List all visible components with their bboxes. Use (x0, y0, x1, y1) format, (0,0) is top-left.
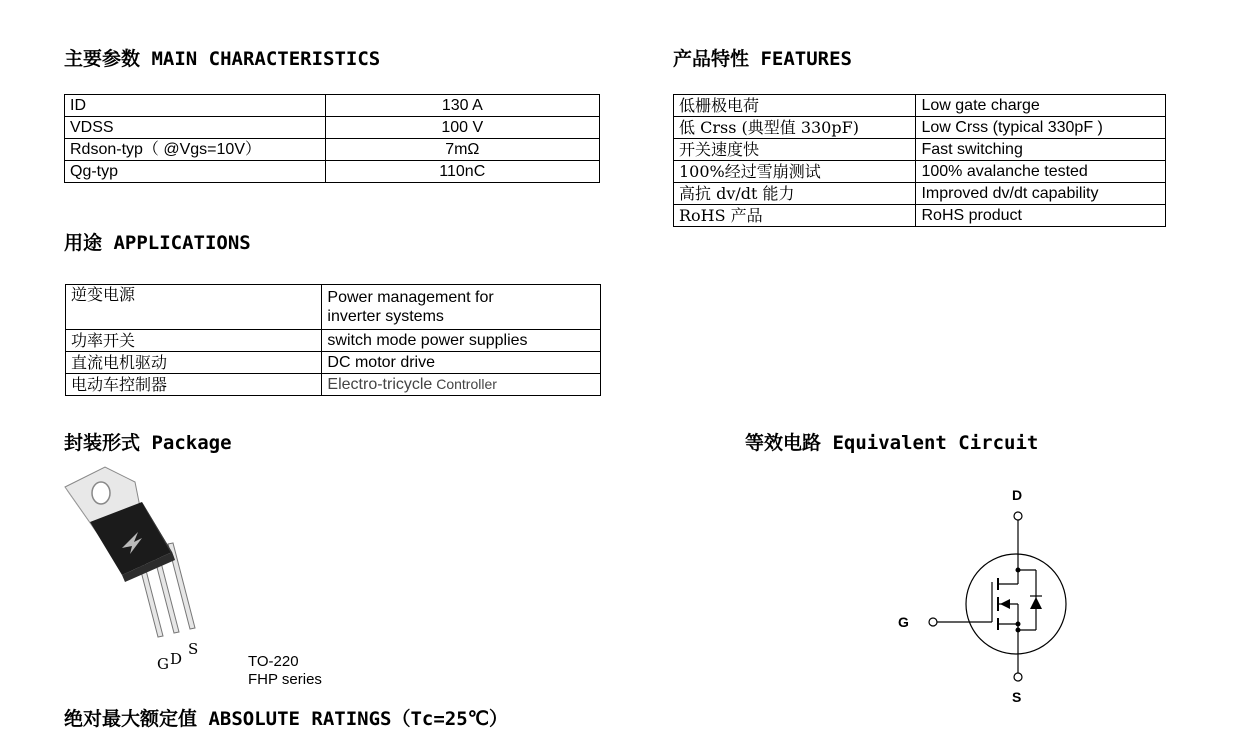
feature-en-cell: Improved dv/dt capability (916, 183, 1166, 205)
pin-label-g: G (157, 655, 169, 673)
application-en-text: Electro-tricycle (327, 376, 433, 393)
value-cell: 130 A (325, 95, 599, 117)
mosfet-circuit-symbol (910, 500, 1070, 690)
table-row (65, 161, 600, 183)
table-row (65, 117, 600, 139)
application-en-line2: inverter systems (327, 308, 444, 325)
applications-table (65, 284, 601, 396)
package-mounting-hole (92, 482, 110, 504)
package-caption (248, 653, 322, 689)
applications-heading: 用途 APPLICATIONS (64, 232, 251, 254)
equivalent-circuit-heading: 等效电路 Equivalent Circuit (745, 432, 1039, 454)
application-cn-cell: 逆变电源 (66, 285, 322, 330)
body-diode (1030, 597, 1042, 609)
param-cell: Qg-typ (65, 161, 326, 183)
package-series: FHP series (248, 671, 322, 688)
application-en-line1: Power management for (327, 289, 494, 306)
table-row (66, 285, 601, 330)
feature-cn-cell: 低 Crss (典型值 330pF) (674, 117, 916, 139)
package-heading: 封装形式 Package (64, 432, 232, 454)
feature-cn-cell: 100%经过雪崩测试 (674, 161, 916, 183)
feature-en-cell: RoHS product (916, 205, 1166, 227)
table-row (674, 205, 1166, 227)
table-row (66, 374, 601, 396)
value-cell: 110nC (325, 161, 599, 183)
pin-label-d: D (170, 650, 183, 668)
application-en-cell (322, 374, 601, 396)
application-en-cell (322, 285, 601, 330)
table-row (65, 139, 600, 161)
table-row (674, 183, 1166, 205)
feature-cn-cell: 高抗 dv/dt 能力 (674, 183, 916, 205)
absolute-ratings-heading: 绝对最大额定值 ABSOLUTE RATINGS（Tc=25℃） (64, 708, 508, 730)
param-cell: VDSS (65, 117, 326, 139)
table-row (674, 95, 1166, 117)
feature-cn-cell: 低栅极电荷 (674, 95, 916, 117)
feature-en-cell: Fast switching (916, 139, 1166, 161)
param-cell: Rdson-typ（ @Vgs=10V） (65, 139, 326, 161)
channel-arrow (1000, 599, 1010, 609)
gate-terminal (929, 618, 937, 626)
main-characteristics-table (64, 94, 600, 183)
value-cell: 7mΩ (325, 139, 599, 161)
pin-label-drain: D (1012, 487, 1023, 503)
feature-cn-cell: 开关速度快 (674, 139, 916, 161)
to220-package-illustration (60, 462, 240, 662)
pin-label-source: S (1012, 689, 1022, 705)
main-characteristics-heading: 主要参数 MAIN CHARACTERISTICS (64, 48, 381, 70)
package-type: TO-220 (248, 653, 299, 670)
table-row (66, 352, 601, 374)
features-table (673, 94, 1166, 227)
table-row (674, 139, 1166, 161)
application-en-cell: switch mode power supplies (322, 330, 601, 352)
table-row (674, 117, 1166, 139)
application-en-small-text: Controller (432, 376, 497, 392)
param-cell: ID (65, 95, 326, 117)
application-cn-cell: 直流电机驱动 (66, 352, 322, 374)
value-cell: 100 V (325, 117, 599, 139)
drain-terminal (1014, 512, 1022, 520)
application-en-cell: DC motor drive (322, 352, 601, 374)
feature-en-cell: Low gate charge (916, 95, 1166, 117)
feature-en-cell: 100% avalanche tested (916, 161, 1166, 183)
table-row (65, 95, 600, 117)
table-row (674, 161, 1166, 183)
table-row (66, 330, 601, 352)
pin-label-s: S (188, 640, 199, 658)
feature-en-cell: Low Crss (typical 330pF ) (916, 117, 1166, 139)
features-heading: 产品特性 FEATURES (673, 48, 852, 70)
application-cn-cell: 功率开关 (66, 330, 322, 352)
application-cn-cell: 电动车控制器 (66, 374, 322, 396)
pin-label-gate: G (898, 614, 909, 630)
source-terminal (1014, 673, 1022, 681)
feature-cn-cell: RoHS 产品 (674, 205, 916, 227)
